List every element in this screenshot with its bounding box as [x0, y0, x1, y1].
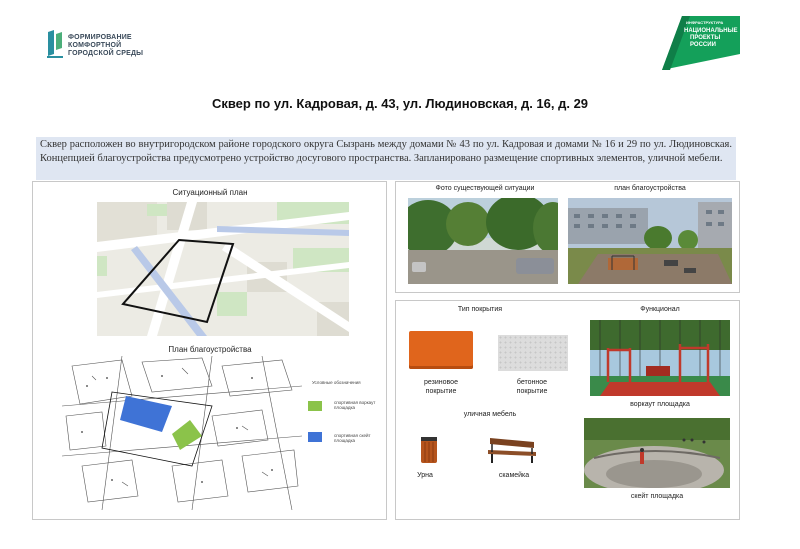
rubber-surface-label-line2: покрытие — [425, 388, 457, 395]
situation-map — [97, 202, 349, 336]
legend-title: Условные обозначения — [312, 380, 361, 385]
logo-left-line2: КОМФОРТНОЙ — [68, 42, 122, 49]
rubber-surface-label-line1: резиновое — [424, 379, 458, 386]
logo-left-line3: ГОРОДСКОЙ СРЕДЫ — [68, 50, 144, 57]
skate-area-photo — [584, 418, 730, 488]
situation-plan-title: Ситуационный план — [172, 188, 248, 197]
rubber-surface-swatch — [409, 331, 473, 369]
logo-right-line2: НАЦИОНАЛЬНЫЕ — [684, 28, 738, 34]
legend-label-workout: спортивная воркаут площадка — [334, 400, 376, 410]
improvement-plan-drawing — [62, 356, 302, 510]
legend-swatch-workout — [308, 401, 322, 411]
improvement-plan-title: План благоустройства — [168, 345, 252, 354]
logo-left-line1: ФОРМИРОВАНИЕ — [68, 34, 132, 41]
page-title: Сквер по ул. Кадровая, д. 43, ул. Людиновская, д. 16, д. 29 — [211, 96, 589, 111]
logo-right-line1: ИНФРАСТРУКТУРА — [686, 20, 724, 25]
concrete-surface-swatch — [498, 335, 568, 371]
legend-label-skate: спортивная скейт площадка — [334, 433, 371, 443]
legend-swatch-skate — [308, 432, 322, 442]
logo-left-mark-icon — [44, 28, 66, 60]
surface-type-title: Тип покрытия — [457, 306, 503, 313]
logo-left — [44, 28, 164, 62]
bench-icon — [486, 434, 538, 464]
photo-plan-title: план благоустройства — [614, 185, 686, 192]
concrete-surface-label-line1: бетонное — [516, 379, 548, 386]
functionality-title: Функционал — [640, 306, 680, 313]
workout-area-label: воркаут площадка — [630, 401, 690, 408]
description-text: Сквер расположен во внутригородском районе городского округа Сызрань между домами № 43 по ул. Кадровая и домами № 16 и 29 по ул. Людиновская. Концепцией благоустройства предусмотрено устройство досугового пространства. Запланировано размещение спортивных элементов, уличной мебели. — [36, 137, 736, 180]
logo-right-line3: ПРОЕКТЫ — [690, 35, 721, 41]
trash-bin-icon — [420, 436, 438, 464]
concrete-surface-label-line2: покрытие — [516, 388, 548, 395]
logo-right-line4: РОССИИ — [690, 42, 716, 48]
street-furniture-title: уличная мебель — [463, 411, 517, 418]
workout-area-photo — [590, 320, 730, 396]
improvement-plan-render — [568, 198, 732, 284]
skate-area-label: скейт площадка — [630, 493, 684, 500]
logo-right — [660, 14, 746, 72]
bench-label: скамейка — [498, 472, 530, 479]
existing-situation-photo — [408, 198, 558, 284]
photo-existing-title: Фото существующей ситуации — [435, 185, 535, 192]
trash-bin-label: Урна — [417, 472, 433, 479]
